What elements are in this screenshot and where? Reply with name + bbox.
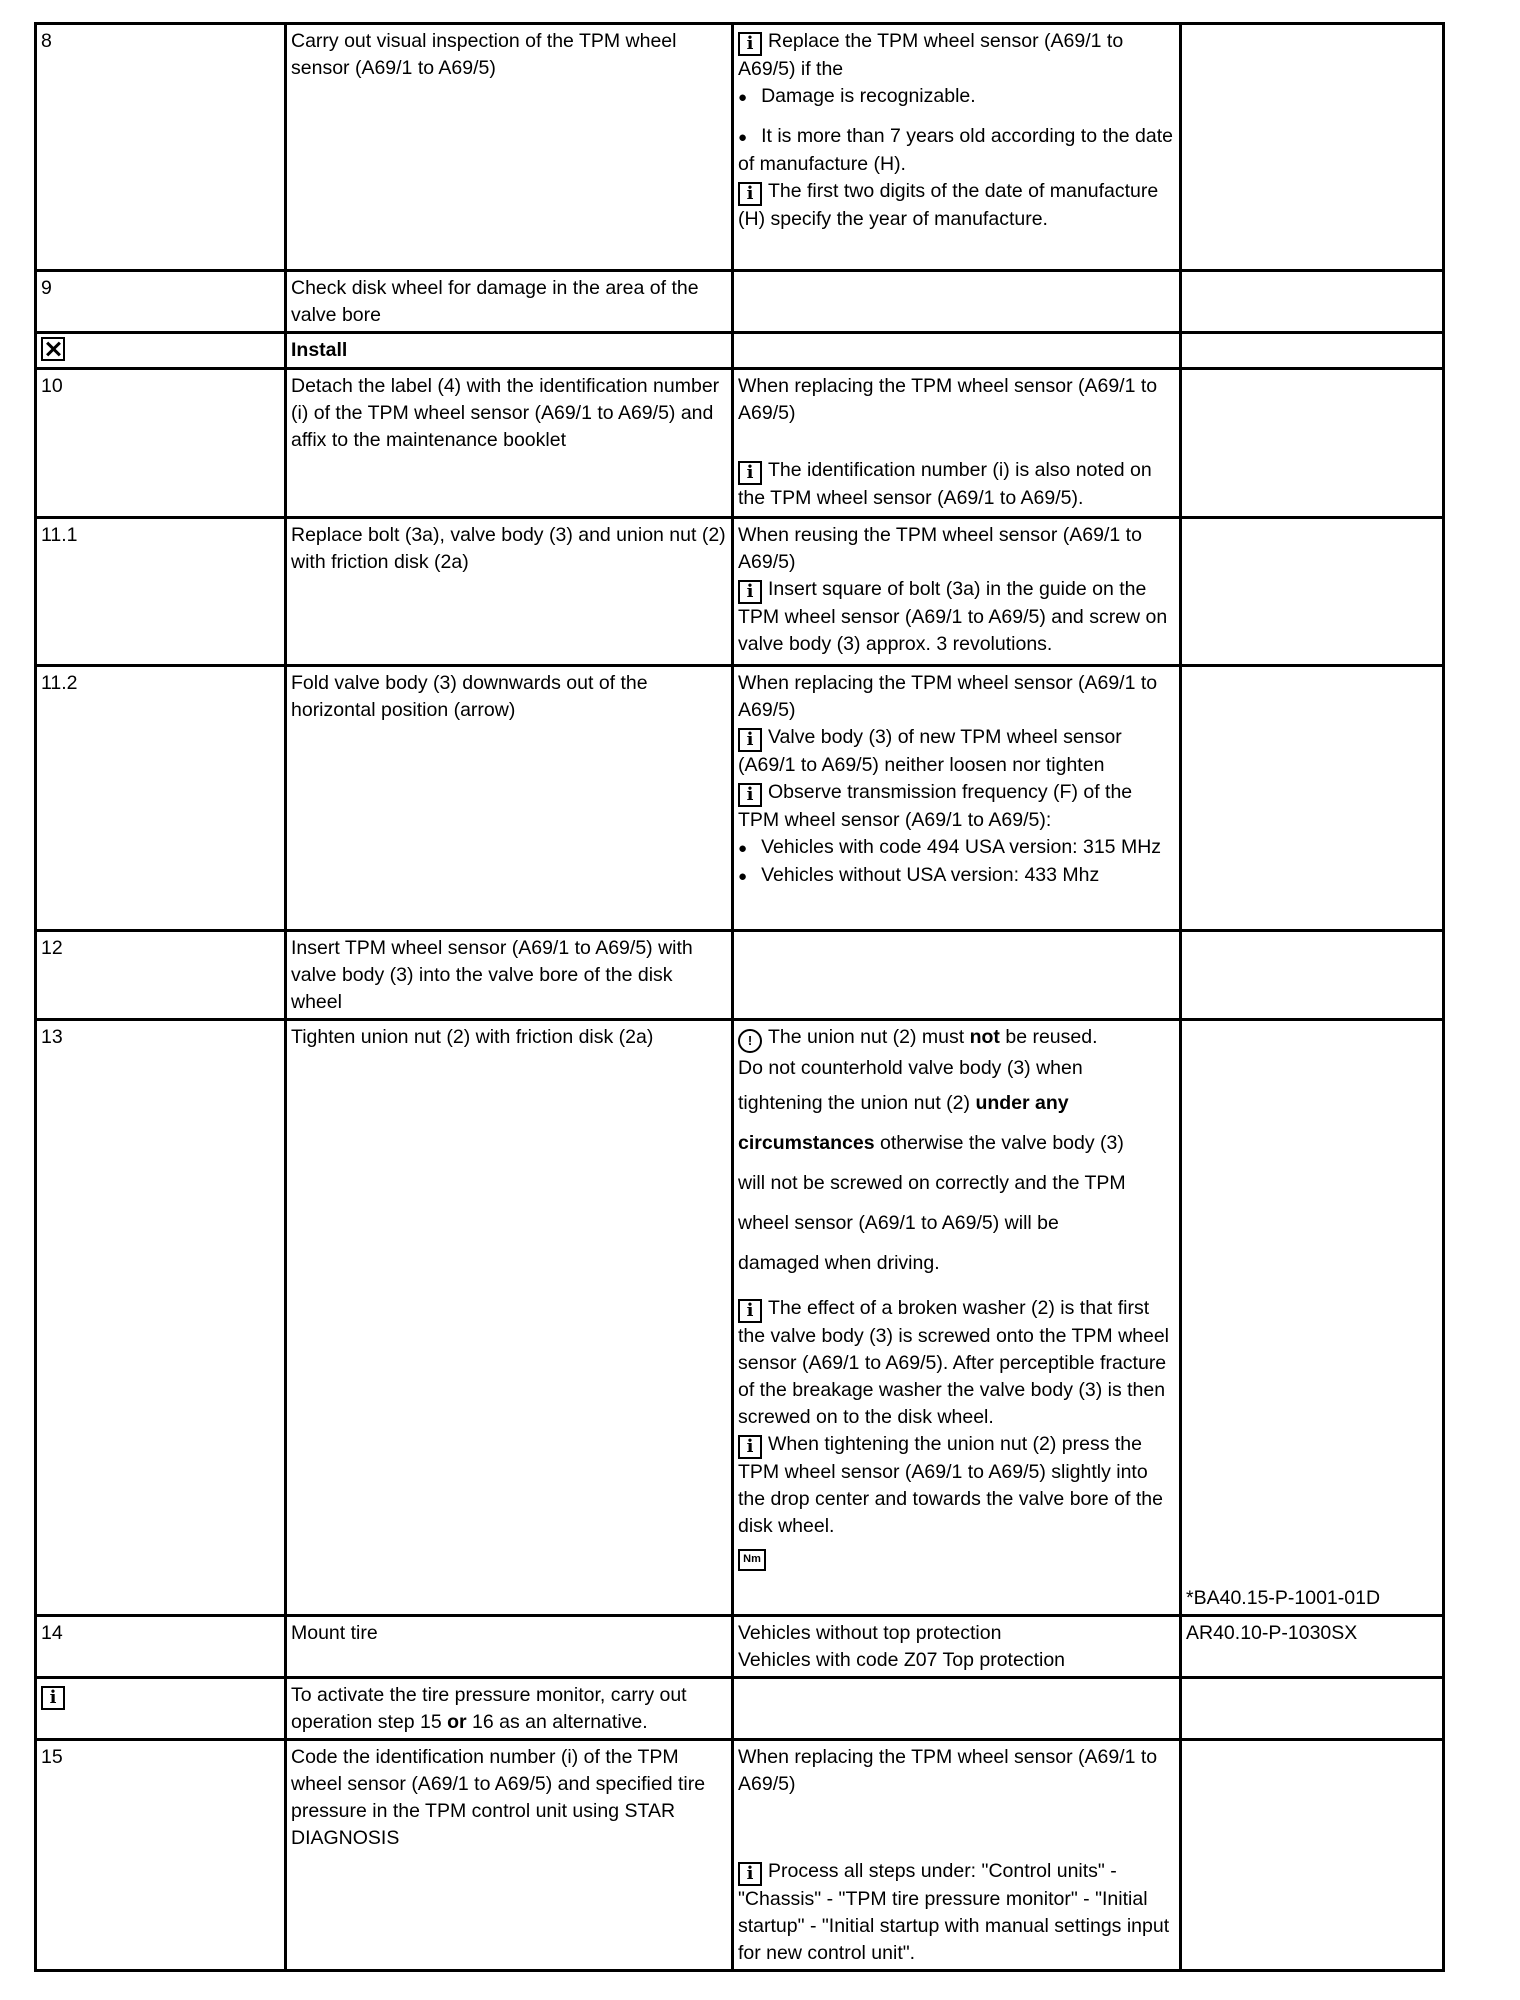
step-note: ! The union nut (2) must not be reused. Do not counterhold valve body (3) when tightening the union nut (2) under any circumstances otherwise the valve body (3) will not be screwed on correctly and the TPM wheel sensor (A69/1 to A69/5) will be damaged when driving. i The effect of a broken washer (2) is that first the valve body (3) is screwed onto the TPM wheel sensor (A69/1 to A69/5). After perceptible fracture of the breakage washer the valve body (3) is then screwed on to the disk wheel. i When tightening the union nut (2) press the TPM wheel sensor (A69/1 to A69/5) slightly into the drop center and towards the valve bore of the disk wheel. Nm [733,1020,1181,1616]
table-row [36,931,1444,1020]
step-note: Vehicles without top protection Vehicles with code Z07 Top protection [733,1616,1181,1678]
table-row [36,1678,1444,1740]
reference-cell [1181,1678,1444,1740]
step-note [733,1678,1181,1740]
reference-cell [1181,1740,1444,1971]
reference-link[interactable]: AR40.10-P-1030SX [1186,1622,1358,1644]
step-number: 8 [36,24,286,271]
step-note [733,271,1181,333]
table-row [36,271,1444,333]
reference-cell [1181,333,1444,369]
warning-icon: ! [738,1029,762,1053]
step-action: Carry out visual inspection of the TPM wheel sensor (A69/1 to A69/5) [286,24,733,271]
step-number [36,1678,286,1740]
step-note: i Replace the TPM wheel sensor (A69/1 to A69/5) if the ● Damage is recognizable. ● It is more than 7 years old according to the date of manufacture (H). i The first two digits of the date of manufacture (H) specify the year of manufacture. [733,24,1181,271]
step-action: Fold valve body (3) downwards out of the horizontal position (arrow) [286,666,733,931]
info-icon: i [738,461,762,485]
info-icon: i [738,1299,762,1323]
table-row [36,333,1444,369]
step-action: Replace bolt (3a), valve body (3) and union nut (2) with friction disk (2a) [286,518,733,666]
reference-cell [1181,518,1444,666]
reference-cell [1181,271,1444,333]
install-icon [41,337,65,361]
reference-cell [1181,1020,1444,1616]
step-number [36,333,286,369]
info-icon: i [738,32,762,56]
reference-cell [1181,369,1444,518]
info-icon: i [738,728,762,752]
info-icon: i [738,580,762,604]
step-number: 12 [36,931,286,1020]
reference-cell [1181,1616,1444,1678]
step-number: 11.1 [36,518,286,666]
reference-cell [1181,666,1444,931]
table-row [36,518,1444,666]
bullet-item: ● Vehicles with code 494 USA version: 315 MHz [738,834,1175,862]
step-action: Check disk wheel for damage in the area of the valve bore [286,271,733,333]
step-number: 10 [36,369,286,518]
table-row [36,24,1444,271]
info-icon: i [738,783,762,807]
info-icon: i [41,1686,65,1710]
step-action: Mount tire [286,1616,733,1678]
table-row [36,369,1444,518]
section-heading: Install [286,333,733,369]
step-action: Detach the label (4) with the identification number (i) of the TPM wheel sensor (A69/1 to A69/5) and affix to the maintenance booklet [286,369,733,518]
step-action: To activate the tire pressure monitor, carry out operation step 15 or 16 as an alternative. [286,1678,733,1740]
table-row [36,666,1444,931]
reference-link[interactable]: *BA40.15-P-1001-01D [1186,1587,1381,1609]
step-action: Code the identification number (i) of the TPM wheel sensor (A69/1 to A69/5) and specified tire pressure in the TPM control unit using STAR DIAGNOSIS [286,1740,733,1971]
step-note [733,333,1181,369]
step-note: When reusing the TPM wheel sensor (A69/1 to A69/5) i Insert square of bolt (3a) in the guide on the TPM wheel sensor (A69/1 to A69/5) and screw on valve body (3) approx. 3 revolutions. [733,518,1181,666]
step-action: Insert TPM wheel sensor (A69/1 to A69/5) with valve body (3) into the valve bore of the disk wheel [286,931,733,1020]
step-number: 13 [36,1020,286,1616]
step-note: When replacing the TPM wheel sensor (A69/1 to A69/5) i The identification number (i) is also noted on the TPM wheel sensor (A69/1 to A69/5). [733,369,1181,518]
reference-cell [1181,24,1444,271]
table-row [36,1740,1444,1971]
step-note: When replacing the TPM wheel sensor (A69/1 to A69/5) i Process all steps under: "Control units" - "Chassis" - "TPM tire pressure monitor" - "Initial startup" - "Initial startup with manual settings input for new control unit". [733,1740,1181,1971]
step-note: When replacing the TPM wheel sensor (A69/1 to A69/5) i Valve body (3) of new TPM wheel sensor (A69/1 to A69/5) neither loosen nor tighten i Observe transmission frequency (F) of the TPM wheel sensor (A69/1 to A69/5): ● Vehicles with code 494 USA version: 315 MHz ● Vehicles without USA version: 433 Mhz [733,666,1181,931]
table-row [36,1020,1444,1616]
info-icon: i [738,1862,762,1886]
step-number: 9 [36,271,286,333]
table-row [36,1616,1444,1678]
info-icon: i [738,1435,762,1459]
bullet-item: ● It is more than 7 years old according to the date of manufacture (H). [738,123,1175,178]
step-number: 14 [36,1616,286,1678]
reference-cell [1181,931,1444,1020]
step-action: Tighten union nut (2) with friction disk (2a) [286,1020,733,1616]
step-note [733,931,1181,1020]
bullet-item: ● Damage is recognizable. [738,83,1175,111]
info-icon: i [738,182,762,206]
torque-icon: Nm [738,1549,766,1571]
step-number: 11.2 [36,666,286,931]
step-number: 15 [36,1740,286,1971]
bullet-item: ● Vehicles without USA version: 433 Mhz [738,862,1175,890]
procedure-table [34,22,1445,1972]
